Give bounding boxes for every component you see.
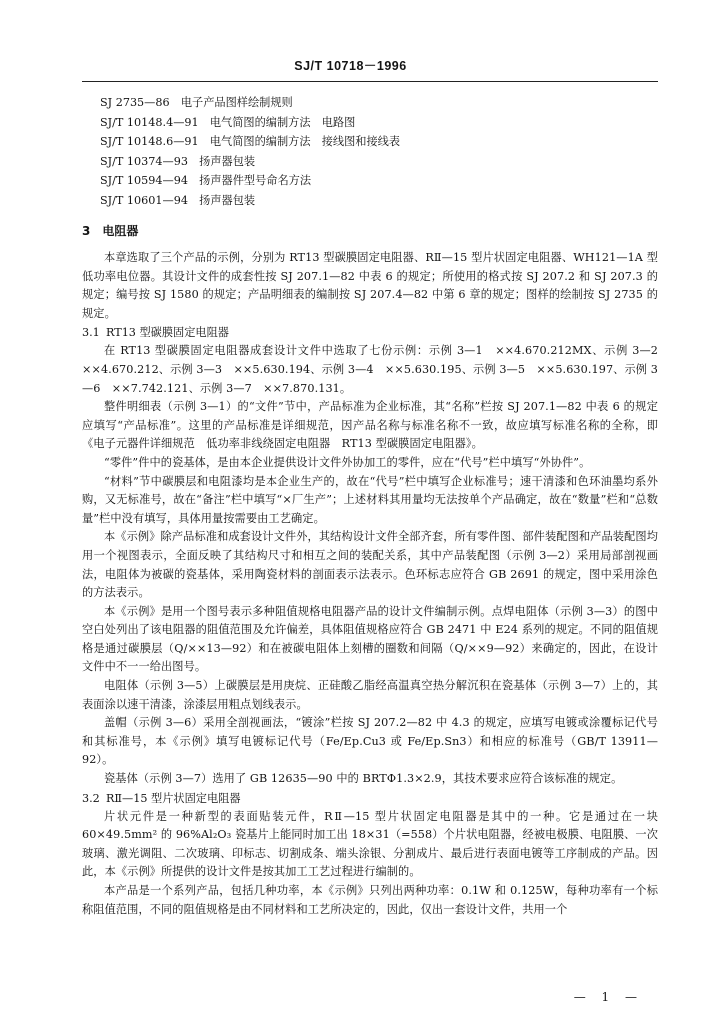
paragraph: 本产品是一个系列产品，包括几种功率，本《示例》只列出两种功率：0.1W 和 0.125W，每种功率有一个标称阻值范围，不同的阻值规格是由不同材料和工艺所决定的，因此，仅出一套设计文件，共用一个	[82, 884, 658, 916]
page-number: — 1 —	[573, 990, 643, 1004]
paragraph: “材料”节中碳膜层和电阻漆均是本企业生产的，故在“代号”栏中填写企业标准号；速干清漆和色环油墨均系外购，又无标准号，故在“备注”栏中填写“×厂生产”；上述材料其用量均无法按单个产品确定，故在“数量”栏和“总数量”栏中没有填写，具体用量按需要由工艺确定。	[82, 474, 658, 525]
header-rule	[82, 81, 658, 82]
reference-item	[100, 132, 400, 152]
reference-title: 电气简图的编制方法 接线图和接线表	[209, 135, 401, 149]
reference-code: SJ/T 10601—94	[100, 193, 188, 207]
paragraph: 在 RT13 型碳膜固定电阻器成套设计文件中选取了七份示例：示例 3—1 ××4.670.212MX、示例 3—2 ××4.670.212、示例 3—3 ××5.630.194、示例 3—4 ××5.630.195、示例 3—5 ××5.630.197、示例 3—6 ××7.742.121、示例 3—7 ××7.870.131。	[82, 344, 670, 395]
reference-item	[100, 191, 400, 211]
reference-code: SJ/T 10374—93	[100, 154, 188, 168]
reference-item	[100, 152, 400, 172]
paragraph: 盖帽（示例 3—6）采用全剖视画法，“镀涂”栏按 SJ 207.2—82 中 4.3 的规定，应填写电镀或涂覆标记代号和其标准号，本《示例》填写电镀标记代号（Fe/Ep.Cu3 或 Fe/Ep.Sn3）和相应的标准号（GB/T 13911—92）。	[82, 716, 658, 767]
reference-title: 电气简图的编制方法 电路图	[209, 115, 356, 129]
section-number: 3	[82, 224, 91, 238]
reference-code: SJ/T 10594—94	[100, 174, 188, 188]
reference-item	[100, 171, 400, 191]
subsection-heading	[82, 789, 658, 808]
paragraph: 电阻体（示例 3—5）上碳膜层是用庚烷、正硅酸乙脂经高温真空热分解沉积在瓷基体（示例 3—7）上的，其表面涂以速干清漆，涂漆层用粗点划线表示。	[82, 679, 658, 711]
document-body	[82, 222, 670, 919]
paragraph: 本《示例》是用一个图号表示多种阻值规格电阻器产品的设计文件编制示例。点焊电阻体（示例 3—3）的图中空白处列出了该电阻器的阻值范围及允许偏差，具体阻值规格应符合 GB 2471 中 E24 系列的规定。不同的阻值规格是通过碳膜层（Q/××13—92）和在被碳电阻体上刻槽的圈数和间隔（Q/××9—92）来确定的，因此，在设计文件中不一一给出图号。	[82, 604, 658, 674]
reference-item	[100, 113, 400, 133]
subsection-title: RⅡ—15 型片状固定电阻器	[106, 791, 241, 805]
reference-title: 扬声器包装	[199, 154, 256, 168]
paragraph: 片状元件是一种新型的表面贴装元件，RⅡ—15 型片状固定电阻器是其中的一种。它是通过在一块 60×49.5mm² 的 96%Al₂O₃ 瓷基片上能同时加工出 18×31（=558）个片状电阻器，经被电极膜、电阻膜、一次玻璃、激光调阻、二次玻璃、印标志、切割成条、端头涂银、分割成片、最后进行表面电镀等工序制成的产品。因此，本《示例》所提供的设计文件是按其加工工艺过程进行编制的。	[82, 809, 659, 879]
paragraph: 瓷基体（示例 3—7）选用了 GB 12635—90 中的 BRTΦ1.3×2.9，其技术要求应符合该标准的规定。	[104, 772, 623, 786]
reference-code: SJ 2735—86	[100, 96, 170, 109]
reference-item	[100, 93, 400, 113]
subsection-heading	[82, 323, 658, 342]
paragraph: 本《示例》除产品标准和成套设计文件外，其结构设计文件全部齐套，所有零件图、部件装配图和产品装配图均用一个视图表示，全面反映了其结构尺寸和相互之间的装配关系，其中产品装配图（示例 3—2）采用局部剖视画法，电阻体为被碳的瓷基体，采用陶瓷材料的剖面表示法表示。色环标志应符合 GB 2691 的规定，图中采用涂色的方法表示。	[82, 530, 658, 600]
subsection-title: RT13 型碳膜固定电阻器	[106, 326, 229, 340]
paragraph-intro: 本章选取了三个产品的示例，分别为 RT13 型碳膜固定电阻器、RⅡ—15 型片状固定电阻器、WH121—1A 型低功率电位器。其设计文件的成套性按 SJ 207.1—82 中表 6 的规定；所使用的格式按 SJ 207.2 和 SJ 207.3 的规定；编号按 SJ 1580 的规定；产品明细表的编制按 SJ 207.4—82 中第 6 章的规定；图样的绘制按 SJ 2735 的规定。	[82, 251, 658, 320]
reference-title: 扬声器包装	[199, 193, 256, 207]
reference-code: SJ/T 10148.6—91	[100, 135, 199, 149]
reference-title: 电子产品图样绘制规则	[180, 96, 293, 109]
standard-header: SJ/T 10718－1996	[294, 59, 407, 73]
subsection-number: 3.2	[82, 791, 100, 805]
paragraph: 整件明细表（示例 3—1）的“文件”节中，产品标准为企业标准，其“名称”栏按 SJ 207.1—82 中表 6 的规定应填写“产品标准”。这里的产品标准是详细规范，因产品名称与标准名称不一致，故应填写标准名称的全称，即《电子元器件详细规范 低功率非线绕固定电阻器 RT13 型碳膜固定电阻器》。	[82, 400, 658, 451]
paragraph: “零件”件中的瓷基体，是由本企业提供设计文件外协加工的零件，应在“代号”栏中填写“外协件”。	[104, 455, 591, 469]
reference-list	[100, 93, 400, 211]
reference-title: 扬声器件型号命名方法	[199, 174, 312, 188]
subsection-number: 3.1	[82, 326, 100, 340]
section-heading	[82, 222, 658, 241]
reference-code: SJ/T 10148.4—91	[100, 115, 199, 129]
section-title: 电阻器	[102, 224, 139, 238]
